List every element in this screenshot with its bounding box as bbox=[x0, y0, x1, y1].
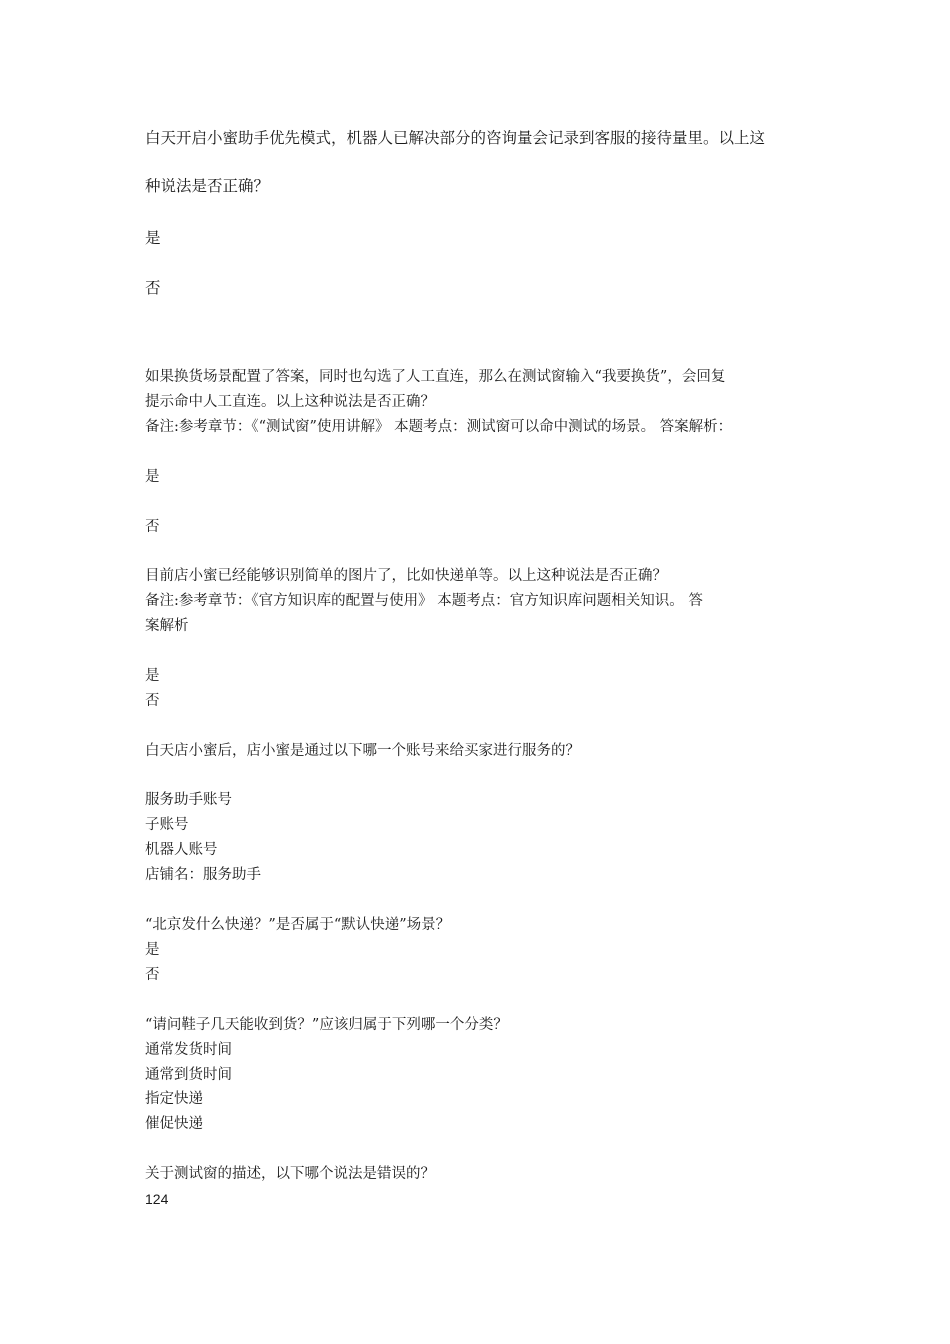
q2-option-yes: 是 bbox=[145, 469, 160, 485]
q1-option-yes: 是 bbox=[145, 229, 161, 247]
q4-option-d: 店铺名：服务助手 bbox=[145, 867, 261, 883]
q1-option-no: 否 bbox=[145, 279, 161, 297]
q4-option-c: 机器人账号 bbox=[145, 842, 218, 858]
q3-text-line1: 目前店小蜜已经能够识别简单的图片了，比如快递单等。以上这种说法是否正确？ bbox=[145, 568, 667, 584]
q5-option-yes: 是 bbox=[145, 942, 160, 958]
q6-text: “请问鞋子几天能收到货？”应该归属于下列哪一个分类？ bbox=[145, 1017, 508, 1033]
q2-note: 备注:参考章节：《“测试窗”使用讲解》 本题考点：测试窗可以命中测试的场景。 答案解析： bbox=[145, 419, 733, 435]
q5-option-no: 否 bbox=[145, 967, 160, 983]
q3-option-yes: 是 bbox=[145, 668, 160, 684]
q2-text-line2: 提示命中人工直连。以上这种说法是否正确？ bbox=[145, 394, 435, 410]
q2-text-line1: 如果换货场景配置了答案，同时也勾选了人工直连，那么在测试窗输入“我要换货”，会回复 bbox=[145, 369, 726, 385]
q6-option-a: 通常发货时间 bbox=[145, 1042, 232, 1058]
q6-option-b: 通常到货时间 bbox=[145, 1067, 232, 1083]
q3-option-no: 否 bbox=[145, 693, 160, 709]
q6-option-d: 催促快递 bbox=[145, 1116, 203, 1132]
q4-option-b: 子账号 bbox=[145, 817, 189, 833]
q1-text-line2: 种说法是否正确？ bbox=[145, 177, 270, 195]
q1-text-line1: 白天开启小蜜助手优先模式，机器人已解决部分的咨询量会记录到客服的接待量里。以上这 bbox=[145, 129, 766, 147]
q7-text: 关于测试窗的描述，以下哪个说法是错误的？ bbox=[145, 1166, 435, 1182]
q3-note-line1: 备注:参考章节：《官方知识库的配置与使用》 本题考点：官方知识库问题相关知识。 答 bbox=[145, 593, 703, 609]
q4-option-a: 服务助手账号 bbox=[145, 792, 232, 808]
q6-option-c: 指定快递 bbox=[145, 1091, 203, 1107]
q5-text: “北京发什么快递？”是否属于“默认快递”场景？ bbox=[145, 917, 451, 933]
q4-text: 白天店小蜜后，店小蜜是通过以下哪一个账号来给买家进行服务的？ bbox=[145, 743, 580, 759]
q3-note-line2: 案解析 bbox=[145, 618, 189, 634]
q2-option-no: 否 bbox=[145, 519, 160, 535]
page-number: 124 bbox=[145, 1191, 169, 1207]
